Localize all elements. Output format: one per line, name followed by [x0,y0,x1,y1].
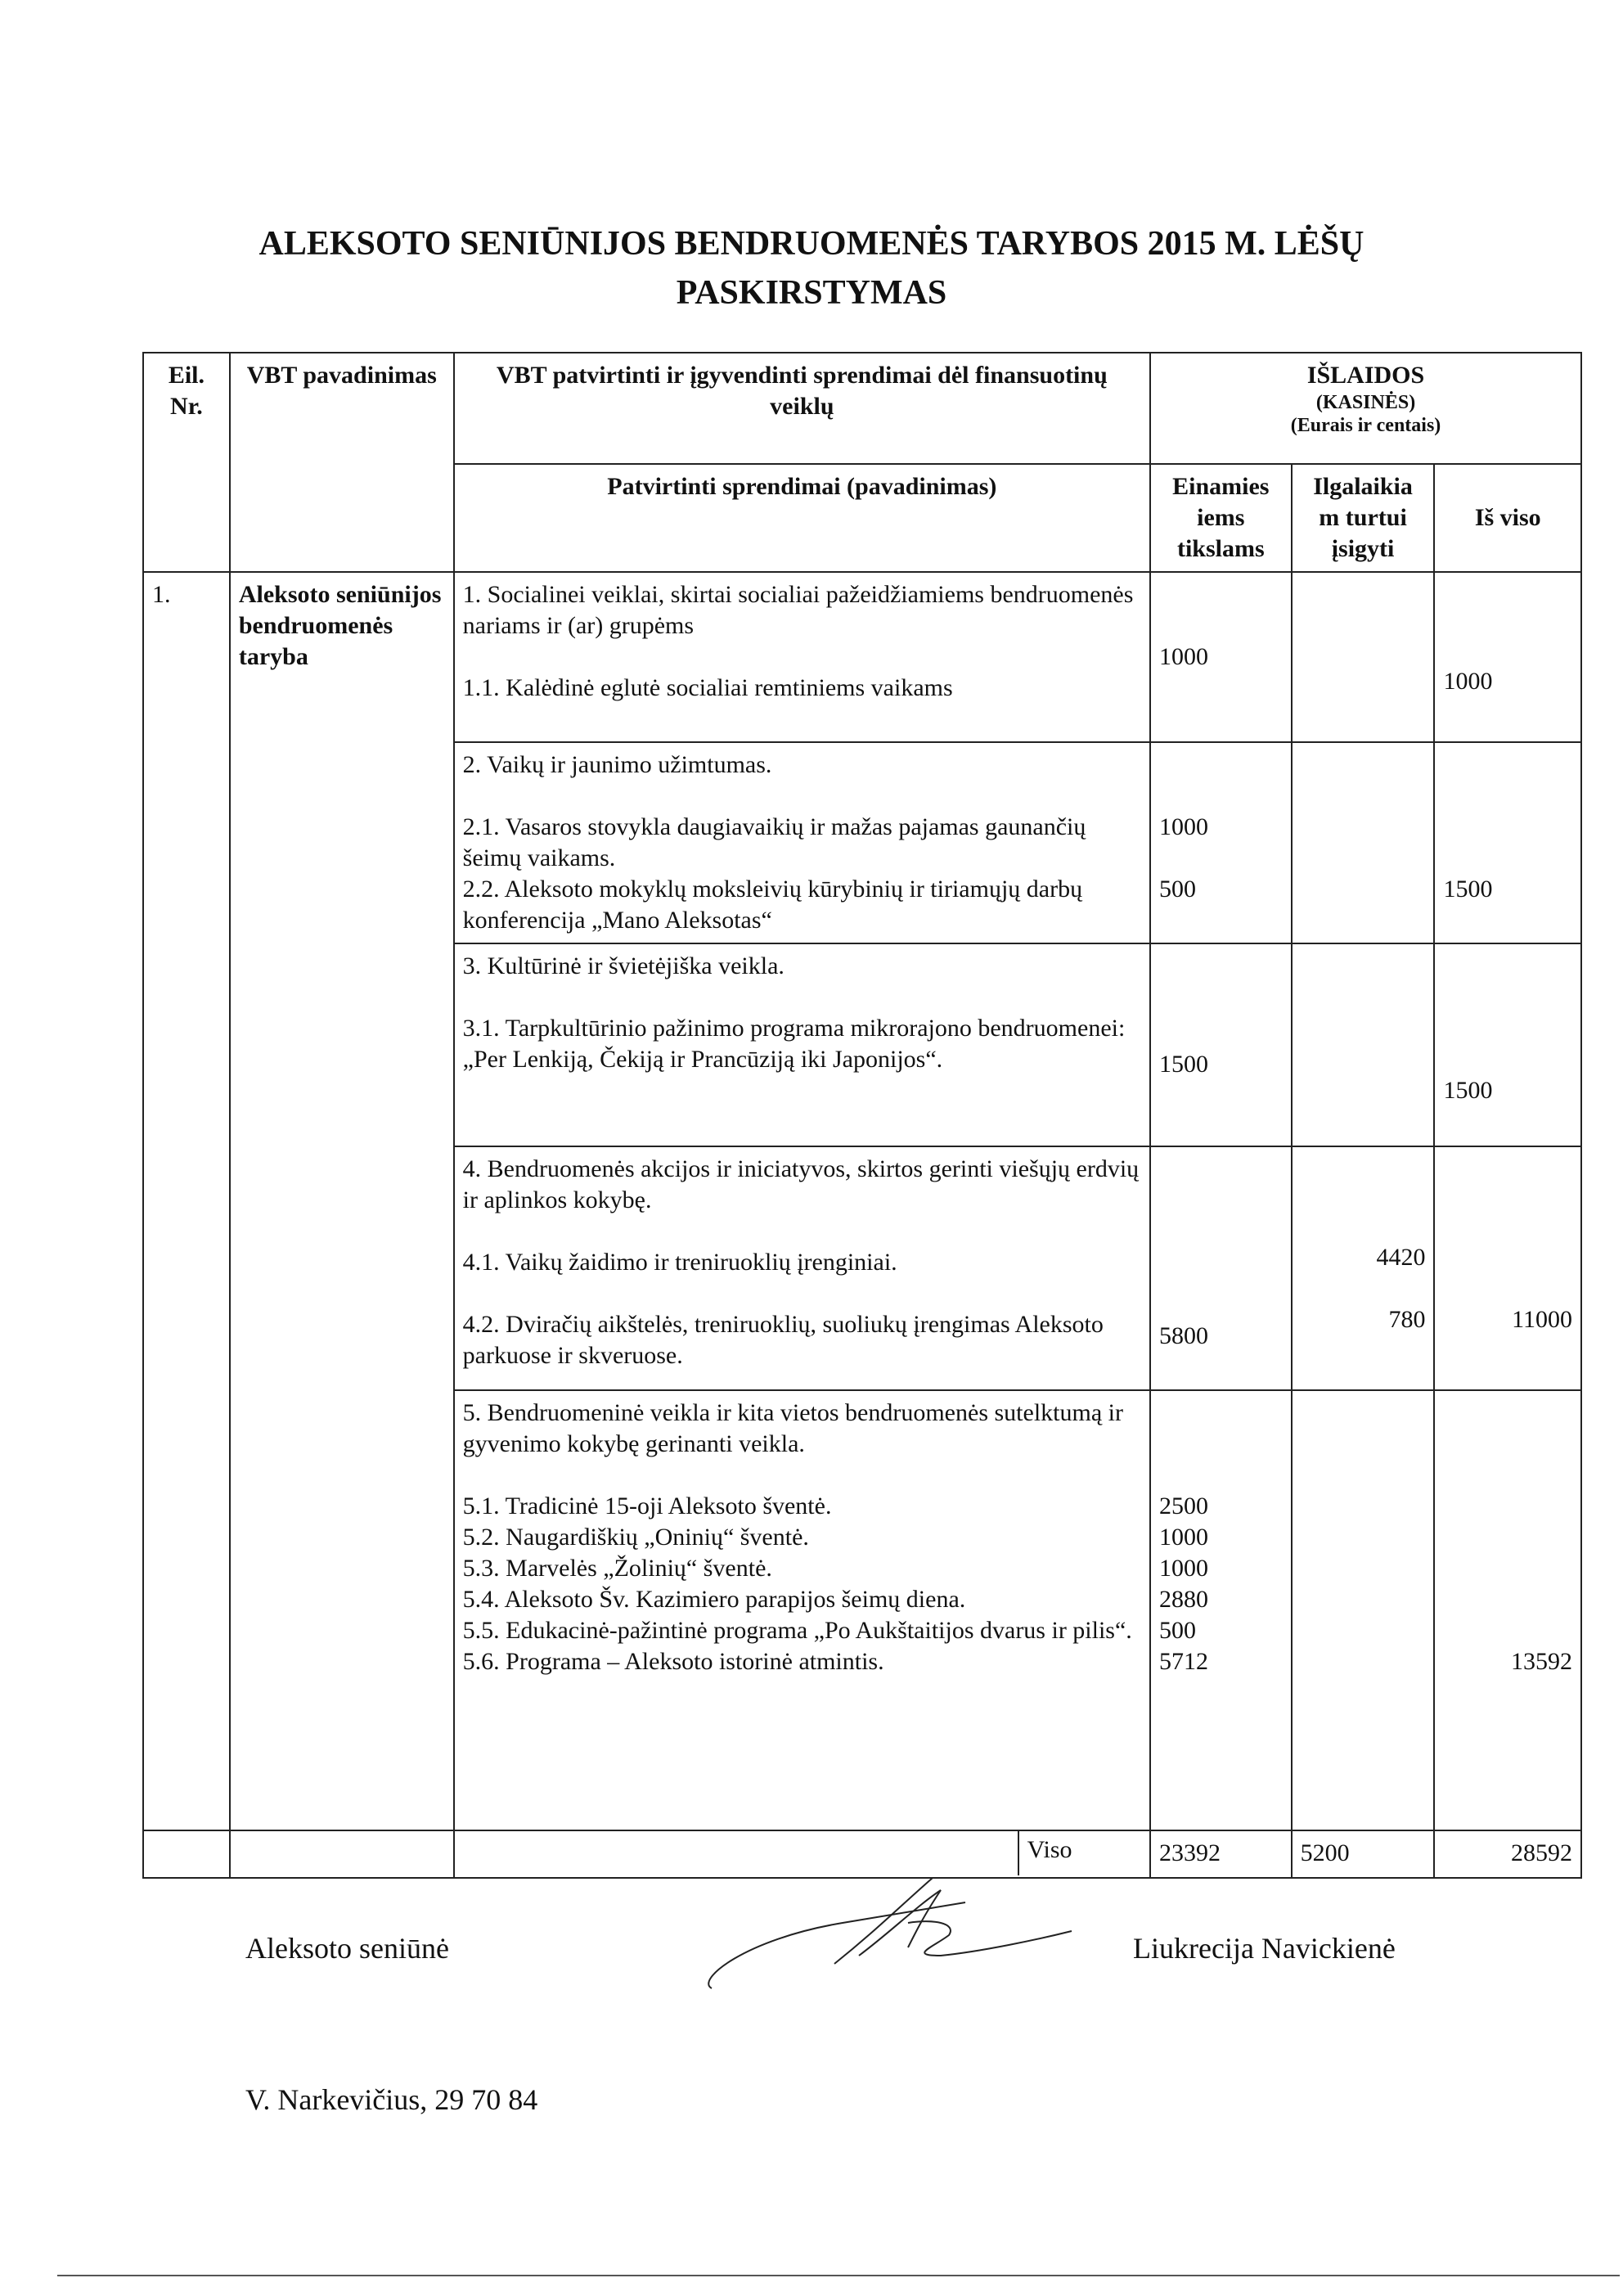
empty-cell [230,1830,454,1878]
section-heading: 3. Kultūrinė ir švietėjiška veikla. [462,952,785,979]
handwritten-signature [695,1874,1088,1997]
list-item: 5.4. Aleksoto Šv. Kazimiero parapijos šeimų diena. [462,1586,966,1613]
total-cell [1434,742,1581,943]
longterm-cell [1292,572,1435,742]
current-cell [1150,572,1292,742]
amount-value: 2500 [1159,1492,1209,1519]
contact-info: V. Narkevičius, 29 70 84 [245,2083,538,2116]
amount-value: 2880 [1159,1586,1209,1613]
budget-table [142,352,1582,1879]
longterm-cell [1292,943,1435,1146]
current-cell [1150,943,1292,1146]
amount-value: 500 [1159,876,1197,903]
amount-value: 780 [1388,1306,1426,1333]
title-line-2: PASKIRSTYMAS [676,274,947,312]
section-heading: 5. Bendruomeninė veikla ir kita vietos bendruomenės sutelktumą ir gyvenimo kokybę gerinanti veikla. [462,1399,1123,1457]
list-item: 2.2. Aleksoto mokyklų moksleivių kūrybinių ir tiriamųjų darbų konferencija „Mano Aleksotas“ [462,876,1083,934]
current-cell [1150,742,1292,943]
total-cell [1434,1146,1581,1390]
header-vbt-name: VBT pavadinimas [230,353,454,572]
section-4-cell [454,1146,1150,1390]
totals-current: 23392 [1150,1830,1292,1878]
list-item: 4.1. Vaikų žaidimo ir treniruoklių įrenginiai. [462,1249,897,1276]
section-total: 1000 [1443,668,1493,695]
header-current: Einamies iems tikslams [1150,464,1292,572]
section-heading: 1. Socialinei veiklai, skirtai socialiai pažeidžiamiems bendruomenės nariams ir (ar) grupėms [462,581,1134,639]
list-item: 5.2. Naugardiškių „Oninių“ šventė. [462,1524,809,1551]
amount-value: 5712 [1159,1648,1209,1675]
amount-value: 1000 [1159,813,1209,840]
list-item: 5.6. Programa – Aleksoto istorinė atmintis. [462,1648,884,1675]
section-2-cell [454,742,1150,943]
totals-longterm: 5200 [1292,1830,1435,1878]
header-longterm: Ilgalaikia m turtui įsigyti [1292,464,1435,572]
header-decisions: VBT patvirtinti ir įgyvendinti sprendimai dėl finansuotinų veiklų [454,353,1150,464]
section-5-cell [454,1390,1150,1830]
header-expenses-sub1: (KASINĖS) [1315,392,1416,413]
header-expenses-sub2: (Eurais ir centais) [1290,415,1441,436]
document-title [0,219,1623,317]
list-item: 3.1. Tarpkultūrinio pažinimo programa mikrorajono bendruomenei: „Per Lenkiją, Čekiją ir Prancūziją iki Japonijos“. [462,1015,1126,1073]
totals-total: 28592 [1434,1830,1581,1878]
amount-value: 5800 [1159,1322,1209,1349]
amount-value: 500 [1159,1617,1197,1644]
header-expenses-title: IŠLAIDOS [1306,362,1425,389]
total-cell [1434,572,1581,742]
section-1-cell [454,572,1150,742]
header-row-1 [143,353,1581,464]
total-cell [1434,943,1581,1146]
longterm-cell [1292,1390,1435,1830]
totals-row [143,1830,1581,1878]
empty-cell [143,1830,230,1878]
longterm-cell [1292,742,1435,943]
list-item: 5.1. Tradicinė 15-oji Aleksoto šventė. [462,1492,832,1519]
signature-name: Liukrecija Navickienė [1133,1932,1396,1965]
title-line-1: ALEKSOTO SENIŪNIJOS BENDRUOMENĖS TARYBOS 2015 M. LĖŠŲ [259,225,1364,263]
totals-label: Viso [1027,1836,1072,1863]
section-total: 11000 [1512,1306,1572,1333]
amount-value: 1000 [1159,1555,1209,1582]
list-item: 5.3. Marvelės „Žolinių“ šventė. [462,1555,772,1582]
list-item: 5.5. Edukacinė-pažintinė programa „Po Aukštaitijos dvarus ir pilis“. [462,1617,1132,1644]
totals-label-cell [454,1830,1150,1878]
list-item: 4.2. Dviračių aikštelės, treniruoklių, suoliukų įrengimas Aleksoto parkuose ir skveruose. [462,1311,1104,1369]
header-approved: Patvirtinti sprendimai (pavadinimas) [454,464,1150,572]
section-total: 1500 [1443,1077,1493,1104]
amount-value: 1000 [1159,1524,1209,1551]
total-cell [1434,1390,1581,1830]
amount-value: 4420 [1376,1244,1426,1271]
list-item: 2.1. Vasaros stovykla daugiavaikių ir mažas pajamas gaunančių šeimų vaikams. [462,813,1086,871]
scan-edge-line [57,2275,1620,2276]
current-cell [1150,1390,1292,1830]
row-number: 1. [143,572,230,1830]
list-item: 1.1. Kalėdinė eglutė socialiai remtiniems vaikams [462,674,953,701]
header-expenses [1150,353,1581,464]
longterm-cell [1292,1146,1435,1390]
section-total: 1500 [1443,876,1493,903]
section-heading: 2. Vaikų ir jaunimo užimtumas. [462,751,772,778]
amount-value: 1000 [1159,643,1209,670]
table-row [143,572,1581,742]
vbt-name-cell: Aleksoto seniūnijos bendruomenės taryba [230,572,454,1830]
current-cell [1150,1146,1292,1390]
header-total: Iš viso [1434,464,1581,572]
signature-role: Aleksoto seniūnė [245,1932,449,1965]
section-total: 13592 [1511,1648,1572,1675]
header-no: Eil. Nr. [143,353,230,572]
amount-value: 1500 [1159,1051,1209,1078]
section-3-cell [454,943,1150,1146]
section-heading: 4. Bendruomenės akcijos ir iniciatyvos, skirtos gerinti viešųjų erdvių ir aplinkos kokybę. [462,1155,1140,1213]
